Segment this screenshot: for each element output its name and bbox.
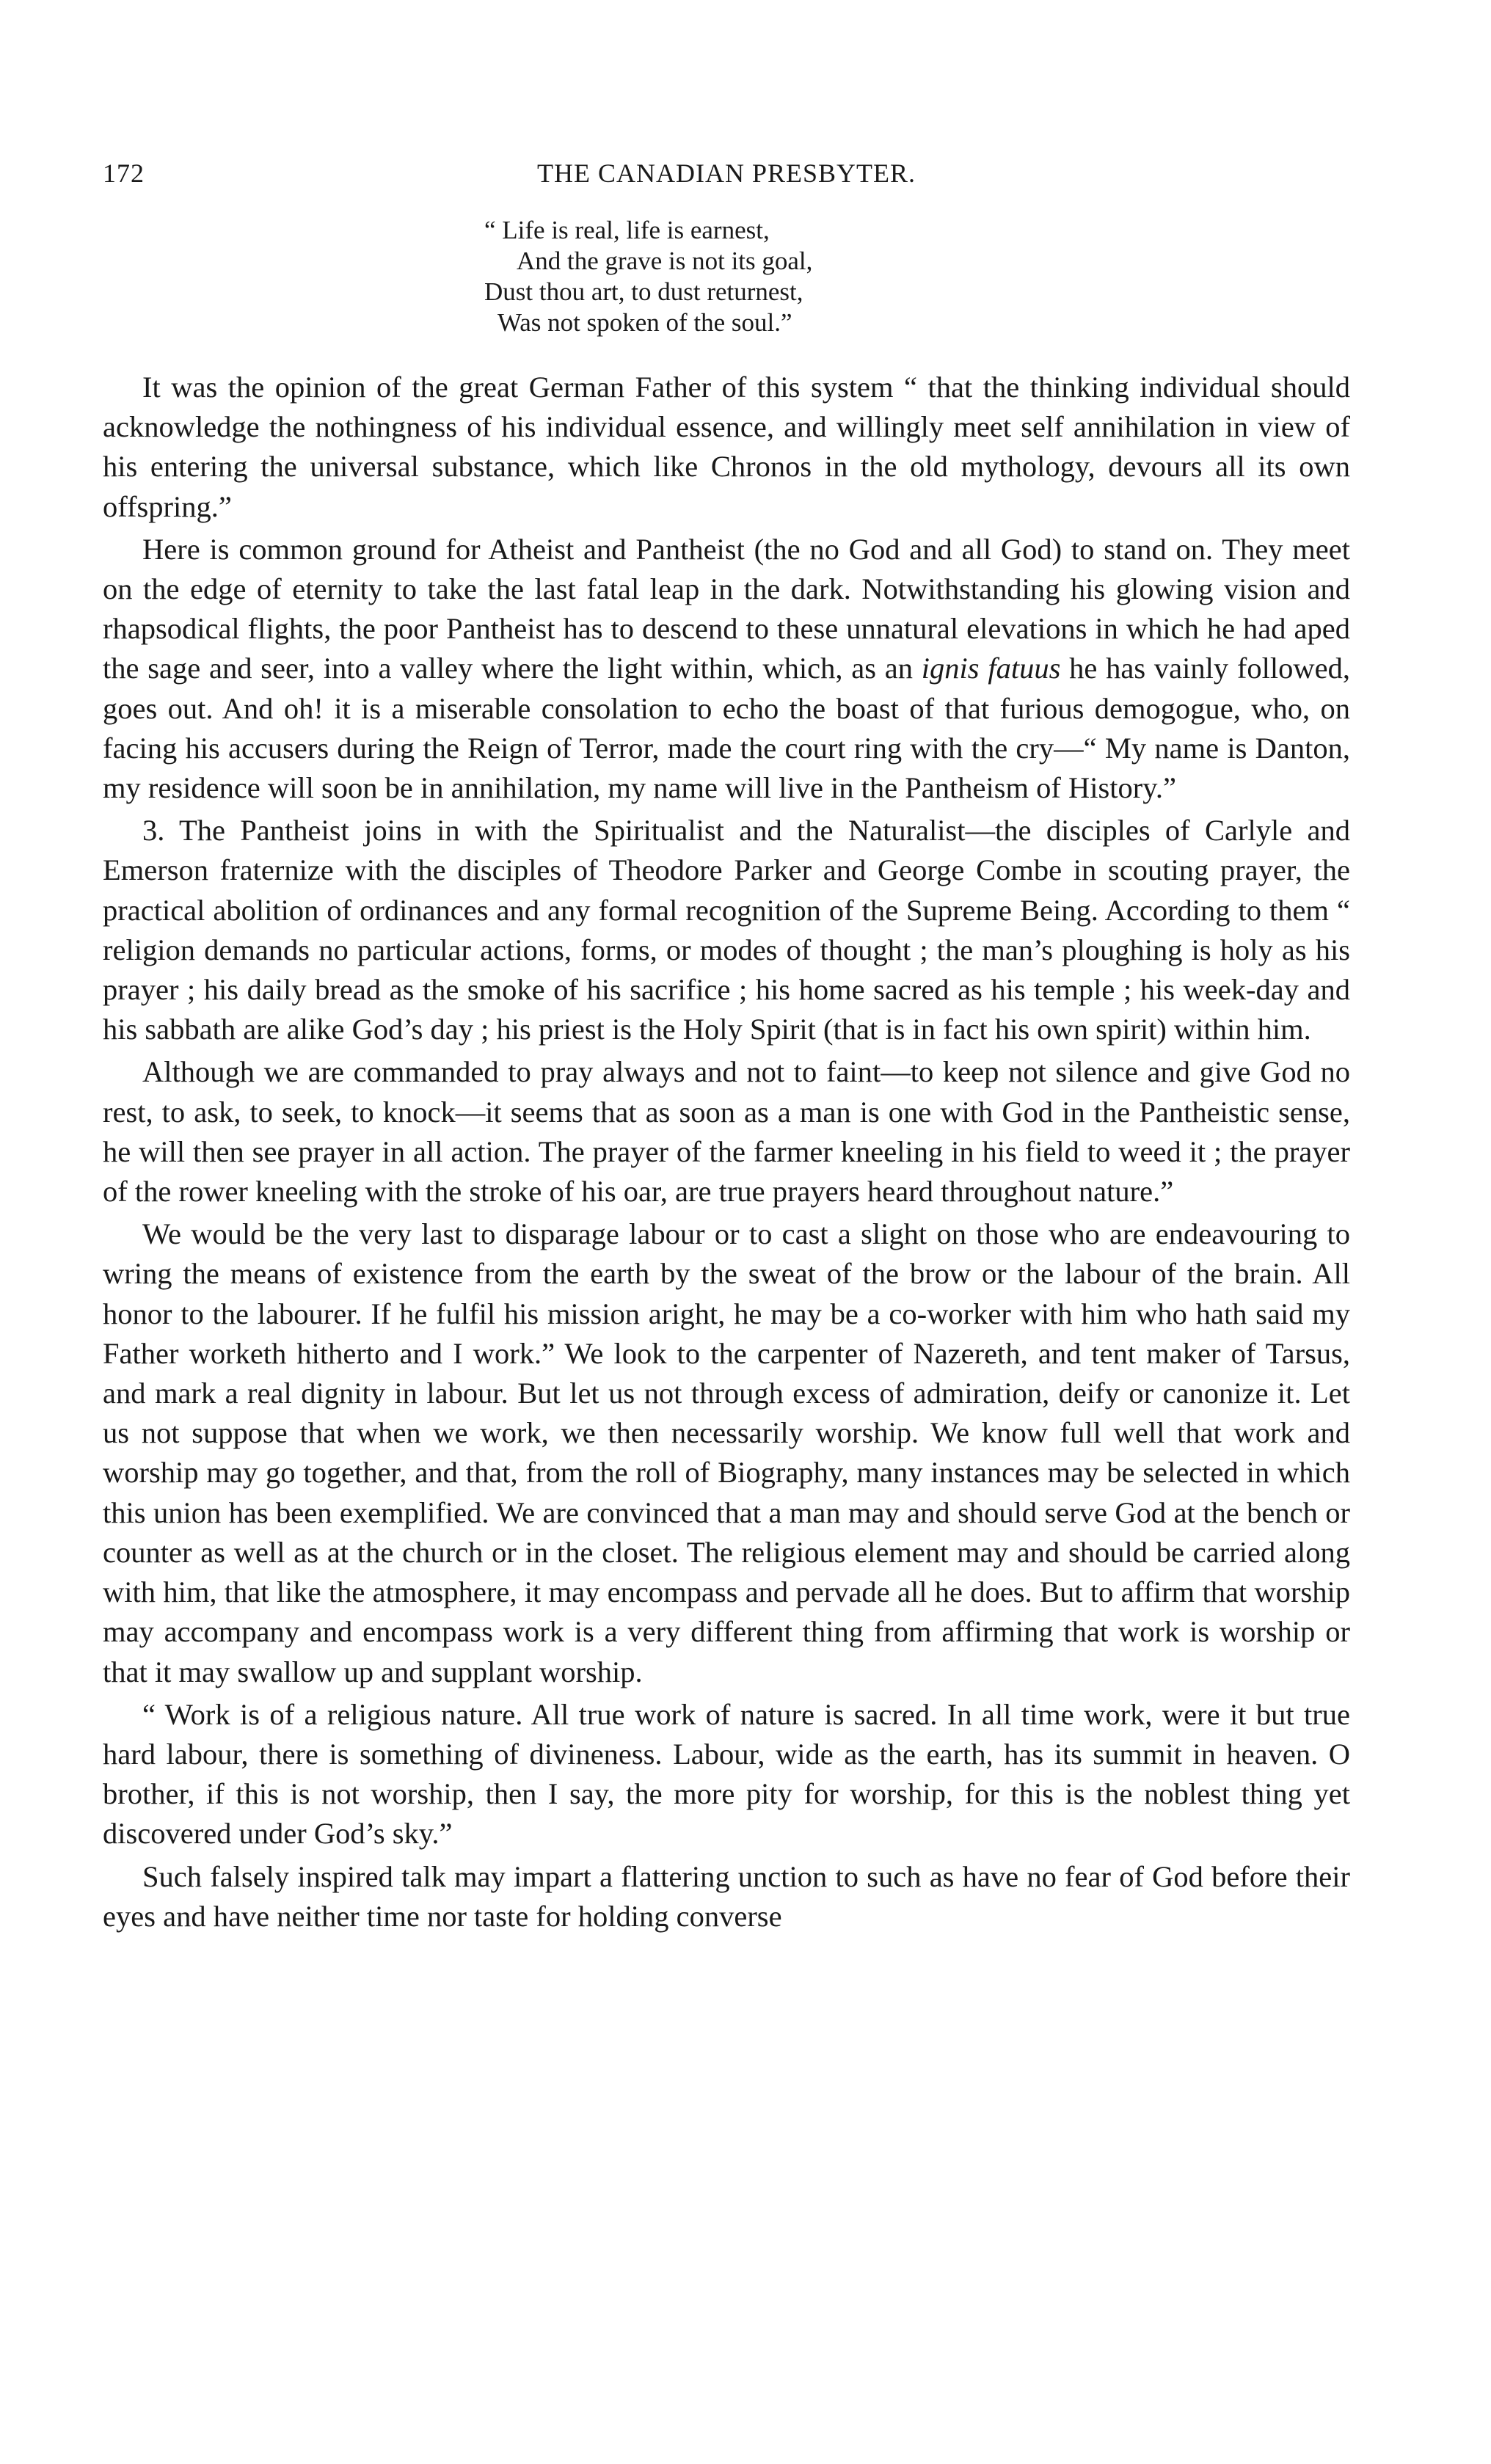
paragraph-labour: We would be the very last to disparage labour or to cast a slight on those who are endeavouring to wring the means of existence from the earth by the sweat of the brow or the labour of the brain. All honor to the labourer. If he fulfil his mission aright, he may be a co-worker with him who hath said my Father worketh hitherto and I work.” We look to the carpenter of Nazereth, and tent maker of Tarsus, and mark a real dignity in labour. But let us not through excess of admiration, deify or canonize it. Let us not suppose that when we work, we then necessarily worship. We know full well that work and worship may go together, and that, from the roll of Biography, many instances may be selected in which this union has been exemplified. We are convinced that a man may and should serve God at the bench or counter as well as at the church or in the closet. The religious element may and should be carried along with him, that like the atmosphere, it may encompass and pervade all he does. But to affirm that worship may accompany and encompass work is a very different thing from affirming that work is worship or that it may swallow up and supplant worship. (103, 1217, 1350, 1688)
paragraph-falsely-inspired: Such falsely inspired talk may impart a flattering unction to such as have no fear of God before their eyes and have neither time nor taste for holding converse (103, 1859, 1350, 1933)
running-head (103, 158, 1350, 202)
poem-quotation (484, 215, 1350, 338)
paragraph-german-father: It was the opinion of the great German Father of this system “ that the thinking individual should acknowledge the nothingness of his individual essence, and willingly meet self annihilation in view of his entering the universal substance, which like Chronos in the old mythology, devours all its own offspring.” (103, 371, 1350, 523)
verse-line: “ Life is real, life is earnest, (484, 216, 770, 244)
verse-line: Dust thou art, to dust returnest, (484, 277, 803, 306)
journal-title: THE CANADIAN PRESBYTER. (536, 158, 916, 188)
article-body (103, 368, 1350, 1936)
paragraph-spiritualist: 3. The Pantheist joins in with the Spiritualist and the Naturalist—the disciples of Carlyle and Emerson fraternize with the disciples of Theodore Parker and George Combe in scouting prayer, the practical abolition of ordinances and any formal recognition of the Supreme Being. According to them “ religion demands no particular actions, forms, or modes of thought ; the man’s ploughing is holy as his prayer ; his daily bread as the smoke of his sacrifice ; his home sacred as his temple ; his week-day and his sabbath are alike God’s day ; his priest is the Holy Spirit (that is in fact his own spirit) within him. (103, 814, 1350, 1046)
paragraph-work-quote: “ Work is of a religious nature. All true work of nature is sacred. In all time work, were it but true hard labour, there is something of divineness. Labour, wide as the earth, has its summit in heaven. O brother, if this is not worship, then I say, the more pity for worship, for this is the noblest thing yet discovered under God’s sky.” (103, 1697, 1350, 1851)
paragraph-common-ground (103, 530, 1350, 808)
document-page (103, 158, 1350, 1936)
paragraph-text: Here is common ground for Atheist and Pantheist (the no God and all God) to stand on. They meet on the edge of eternity to take the last fatal leap in the dark. Notwithstanding his glowing vision and rhapsodical flights, the poor Pantheist has to descend to these unnatural elevations in which he had aped the sage and seer, into a valley where the light within, which, as an (103, 532, 1350, 685)
verse-line: And the grave is not its goal, (517, 247, 813, 275)
italic-phrase: ignis fatuus (921, 652, 1061, 685)
page-number: 172 (103, 158, 145, 188)
paragraph-text: he has vainly followed, goes out. And oh! it is a miserable consolation to echo the boast of that furious demogogue, who, on facing his accusers during the Reign of Terror, made the court ring with the cry—“ My name is Danton, my residence will soon be in annihilation, my name will live in the Pantheism of History.” (103, 652, 1350, 805)
paragraph-prayer: Although we are commanded to pray always and not to faint—to keep not silence and give God no rest, to ask, to seek, to knock—it seems that as soon as a man is one with God in the Pantheistic sense, he will then see prayer in all action. The prayer of the farmer kneeling in his field to weed it ; the prayer of the rower kneeling with the stroke of his oar, are true prayers heard throughout nature.” (103, 1055, 1350, 1209)
verse-line: Was not spoken of the soul.” (497, 308, 792, 337)
